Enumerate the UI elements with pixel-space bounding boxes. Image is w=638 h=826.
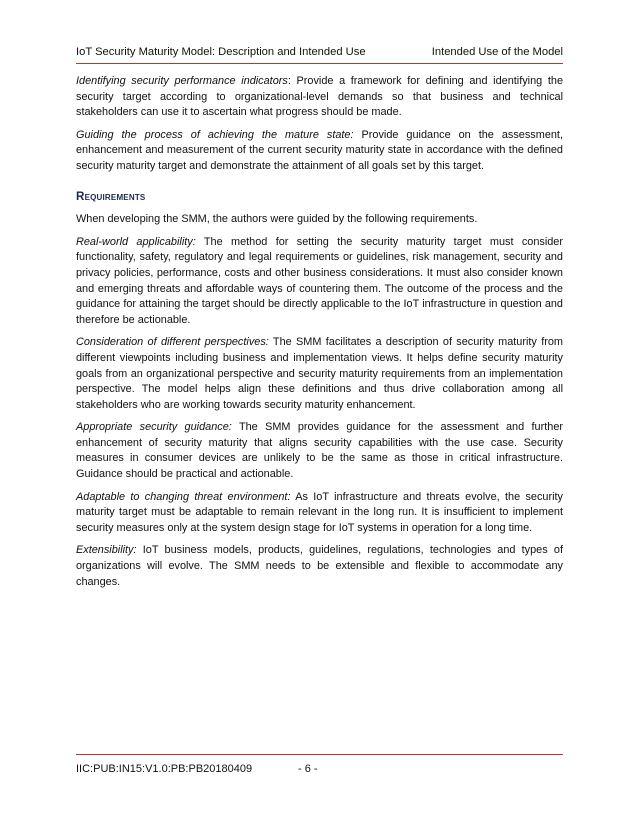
paragraph-lead: Identifying security performance indicators bbox=[76, 75, 288, 87]
header-section-title: Intended Use of the Model bbox=[431, 46, 563, 58]
paragraph-text: The method for setting the security maturity target must consider functionality, safety, regulatory and legal requirements or guidelines, risk management, security and privacy policies, performance, costs and other business considerations. It must also consider known and emerging threats and affordable ways of countering them. The outcome of the process and the guidance for attaining the target should be directly applicable to the IoT infrastructure in question and therefore be actionable. bbox=[76, 235, 563, 326]
requirement-threat-environment bbox=[76, 490, 563, 537]
paragraph-text: The SMM provides guidance for the assessment and further enhancement of security maturity that aligns security capabilities with the use case. Security measures in consumer devices are unlikely to be the same as those in critical infrastructure. Guidance should be practical and actionable. bbox=[76, 421, 564, 481]
section-intro: When developing the SMM, the authors were guided by the following requirements. bbox=[76, 213, 478, 226]
requirement-extensibility bbox=[76, 543, 563, 590]
requirement-real-world-applicability bbox=[76, 235, 563, 329]
paragraph-lead: Adaptable to changing threat environment: bbox=[76, 490, 291, 503]
header-rule bbox=[76, 63, 563, 64]
section-heading-requirements: Requirements bbox=[76, 189, 146, 203]
header-document-title: IoT Security Maturity Model: Description and Intended Use bbox=[76, 46, 366, 58]
paragraph-lead: Real-world applicability: bbox=[76, 235, 196, 248]
footer-document-id: IIC:PUB:IN15:V1.0:PB:PB20180409 bbox=[76, 763, 253, 775]
paragraph-text: Provide guidance on the assessment, enhancement and measurement of the current security maturity state in accordance with the defined security maturity target and demonstrate the attainment of all goals set by this target. bbox=[76, 128, 563, 172]
paragraph-text: The SMM facilitates a description of security maturity from different viewpoints including business and implementation views. It helps define security maturity goals from an organizational perspective and security maturity requirements from an implementation perspective. The model helps align these definitions and thus drive collaboration among all stakeholders who are working towards security maturity enhancement. bbox=[76, 336, 563, 411]
paragraph-text: As IoT infrastructure and threats evolve, the security maturity target must be adaptable to remain relevant in the long run. It is insufficient to implement security measures only at the system design stage for IoT systems in operation for a long time. bbox=[76, 490, 563, 534]
requirement-different-perspectives bbox=[76, 335, 563, 413]
paragraph-lead: Consideration of different perspectives: bbox=[76, 336, 269, 349]
paragraph-text: : Provide a framework for defining and identifying the security target according to organizational-level demands so that business and technical stakeholders can use it to ascertain what progress should be made. bbox=[76, 75, 563, 119]
paragraph-performance-indicators bbox=[76, 74, 563, 121]
requirement-security-guidance bbox=[76, 420, 563, 482]
paragraph-text: IoT business models, products, guidelines, regulations, technologies and types of organizations will evolve. The SMM needs to be extensible and flexible to accommodate any changes. bbox=[76, 544, 563, 588]
paragraph-lead: Appropriate security guidance: bbox=[76, 421, 232, 434]
paragraph-guiding-process bbox=[76, 128, 563, 175]
paragraph-lead: Guiding the process of achieving the mature state: bbox=[76, 128, 354, 141]
paragraph-lead: Extensibility: bbox=[76, 544, 137, 557]
footer-page-number: - 6 - bbox=[298, 763, 318, 775]
running-header bbox=[76, 45, 563, 59]
body-content bbox=[76, 74, 563, 597]
footer-rule bbox=[76, 754, 563, 755]
